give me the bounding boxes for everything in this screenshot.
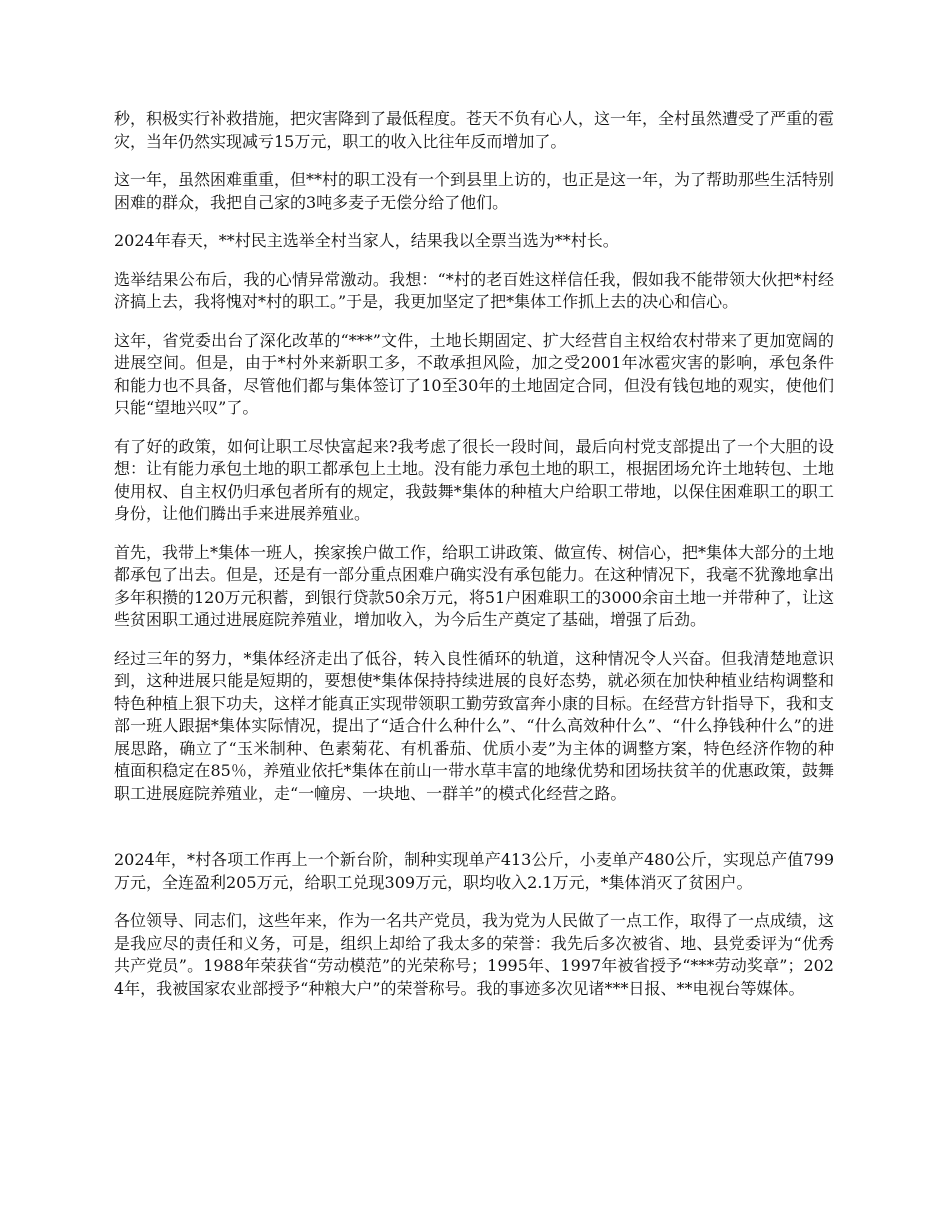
paragraph-7: 首先，我带上*集体一班人，挨家挨户做工作，给职工讲政策、做宣传、树信心，把*集体大部分的土地都承包了出去。但是，还是有一部分重点困难户确实没有承包能力。在这种情况下，我毫不犹豫地拿出多年积攒的120万元积蓄，到银行贷款50余万元，将51户困难职工的3000余亩土地一并带种了，让这些贫困职工通过进展庭院养殖业，增加收入，为今后生产奠定了基础，增强了后劲。 <box>114 542 835 629</box>
paragraph-2: 这一年，虽然困难重重，但**村的职工没有一个到县里上访的，也正是这一年，为了帮助那些生活特别困难的群众，我把自己家的3吨多麦子无偿分给了他们。 <box>114 170 835 212</box>
paragraph-10: 各位领导、同志们，这些年来，作为一名共产党员，我为党为人民做了一点工作，取得了一点成绩，这是我应尽的责任和义务，可是，组织上却给了我太多的荣誉：我先后多次被省、地、县党委评为“优秀共产党员”。1988年荣获省“劳动模范”的光荣称号；1995年、1997年被省授予“***劳动奖章”；2024年，我被国家农业部授予“种粮大户”的荣誉称号。我的事迹多次见诸***日报、**电视台等媒体。 <box>114 911 835 998</box>
paragraph-1: 秒，积极实行补救措施，把灾害降到了最低程度。苍天不负有心人，这一年，全村虽然遭受了严重的雹灾，当年仍然实现减亏15万元，职工的收入比往年反而增加了。 <box>114 109 835 151</box>
paragraph-6: 有了好的政策，如何让职工尽快富起来?我考虑了很长一段时间，最后向村党支部提出了一个大胆的设想：让有能力承包土地的职工都承包上土地。没有能力承包土地的职工，根据团场允许土地转包、土地使用权、自主权仍归承包者所有的规定，我鼓舞*集体的种植大户给职工带地，以保住困难职工的职工身份，让他们腾出手来进展养殖业。 <box>114 436 835 523</box>
paragraph-5: 这年，省党委出台了深化改革的“***”文件，土地长期固定、扩大经营自主权给农村带来了更加宽阔的进展空间。但是，由于*村外来新职工多，不敢承担风险，加之受2001年冰雹灾害的影响，承包条件和能力也不具备，尽管他们都与集体签订了10至30年的土地固定合同，但没有钱包地的观实，使他们只能“望地兴叹”了。 <box>114 330 834 417</box>
paragraph-4: 选举结果公布后，我的心情异常激动。我想：“*村的老百姓这样信任我，假如我不能带领大伙把*村经济搞上去，我将愧对*村的职工。”于是，我更加坚定了把*集体工作抓上去的决心和信心。 <box>114 269 834 311</box>
paragraph-8: 经过三年的努力，*集体经济走出了低谷，转入良性循环的轨道，这种情况令人兴奋。但我清楚地意识到，这种进展只能是短期的，要想使*集体保持持续进展的良好态势，就必须在加快种植业结构调整和特色种植上狠下功夫，这样才能真正实现带领职工勤劳致富奔小康的目标。在经营方针指导下，我和支部一班人跟据*集体实际情况，提出了“适合什么种什么”、“什么高效种什么”、“什么挣钱种什么”的进展思路，确立了“玉米制种、色素菊花、有机番茄、优质小麦”为主体的调整方案，特色经济作物的种植面积稳定在85％，养殖业依托*集体在前山一带水草丰富的地缘优势和团场扶贫羊的优惠政策，鼓舞职工进展庭院养殖业，走“一幢房、一块地、一群羊”的模式化经营之路。 <box>114 648 835 803</box>
document-page <box>114 108 834 1016</box>
paragraph-3: 2024年春天，**村民主选举全村当家人，结果我以全票当选为**村长。 <box>114 231 619 250</box>
paragraph-9: 2024年，*村各项工作再上一个新台阶，制种实现单产413公斤，小麦单产480公斤，实现总产值799万元，全连盈利205万元，给职工兑现309万元，职均收入2.1万元，*集体消灭了贫困户。 <box>114 850 834 892</box>
section-gap <box>114 821 834 849</box>
